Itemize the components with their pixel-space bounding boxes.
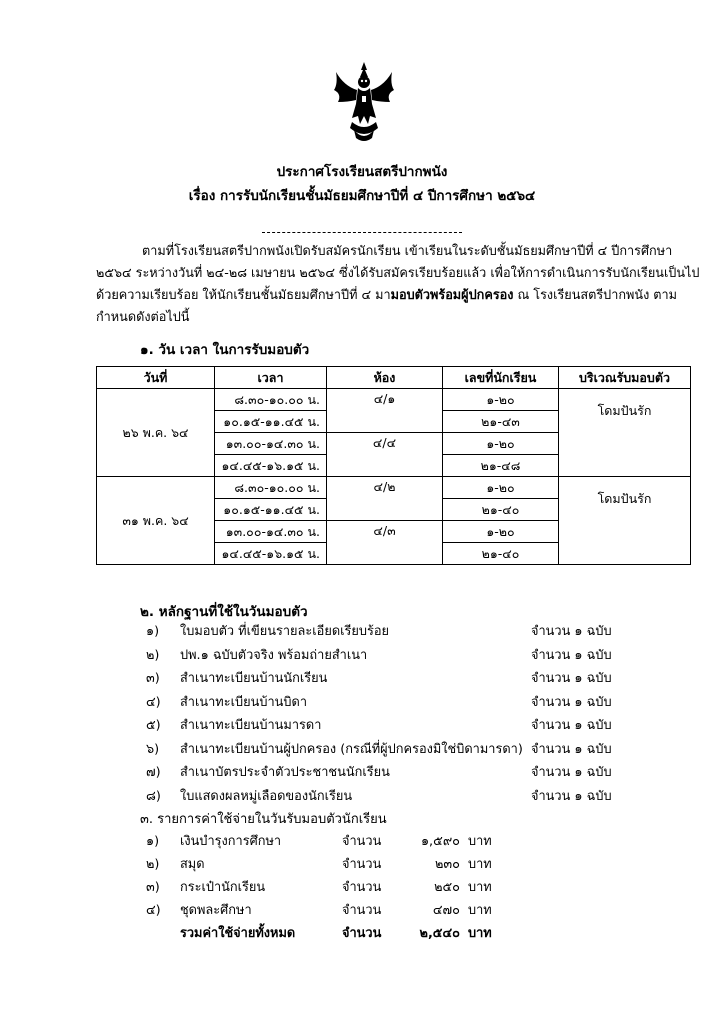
table-row [97, 477, 691, 499]
time-cell: ๑๐.๑๕-๑๑.๔๕ น. [215, 499, 327, 521]
list-item: ๑) ใบมอบตัว ที่เขียนรายละเอียดเรียบร้อย จำนวน ๑ ฉบับ [146, 624, 612, 639]
header-date: วันที่ [97, 367, 215, 389]
number-cell: ๑-๒๐ [443, 389, 559, 411]
date-cell: ๓๑ พ.ค. ๖๔ [97, 477, 215, 565]
time-cell: ๘.๓๐-๑๐.๐๐ น. [215, 389, 327, 411]
divider-line [262, 232, 462, 233]
number-cell: ๒๑-๔๓ [443, 411, 559, 433]
room-cell: ๔/๓ [327, 521, 443, 565]
room-cell: ๔/๒ [327, 477, 443, 521]
list-item: ๗) สำเนาบัตรประจำตัวประชาชนนักเรียน จำนวน ๑ ฉบับ [146, 765, 612, 780]
list-item: ๔) สำเนาทะเบียนบ้านบิดา จำนวน ๑ ฉบับ [146, 694, 612, 710]
number-cell: ๑-๒๐ [443, 521, 559, 543]
time-cell: ๑๔.๔๕-๑๖.๑๕ น. [215, 455, 327, 477]
list-item: ๓) สำเนาทะเบียนบ้านนักเรียน จำนวน ๑ ฉบับ [146, 671, 612, 686]
list-item: ๒) สมุด จำนวน ๒๓๐ บาท [146, 857, 492, 872]
intro-line: ตามที่โรงเรียนสตรีปากพนังเปิดรับสมัครนักเรียน เข้าเรียนในระดับชั้นมัธยมศึกษาปีที่ ๔ ปีการศึกษา [142, 243, 673, 258]
table-header-row [97, 367, 691, 389]
table-row [97, 389, 691, 411]
section2-heading: ๒. หลักฐานที่ใช้ในวันมอบตัว [140, 604, 308, 620]
announcement-subject: เรื่อง การรับนักเรียนชั้นมัธยมศึกษาปีที่ ๔ ปีการศึกษา ๒๕๖๔ [188, 188, 536, 204]
number-cell: ๑-๒๐ [443, 477, 559, 499]
list-item: ๓) กระเป๋านักเรียน จำนวน ๒๕๐ บาท [146, 880, 492, 895]
list-item: ๔) ชุดพละศึกษา จำนวน ๔๗๐ บาท [146, 903, 492, 918]
intro-emphasis: มอบตัวพร้อมผู้ปกครอง [390, 287, 514, 302]
list-item: ๘) ใบแสดงผลหมู่เลือดของนักเรียน จำนวน ๑ ฉบับ [146, 788, 612, 804]
number-cell: ๒๑-๔๐ [443, 543, 559, 565]
costs-list [146, 830, 526, 945]
time-cell: ๑๓.๐๐-๑๔.๓๐ น. [215, 433, 327, 455]
list-item: ๒) ปพ.๑ ฉบับตัวจริง พร้อมถ่ายสำเนา จำนวน ๑ ฉบับ [146, 647, 612, 663]
time-cell: ๑๐.๑๕-๑๑.๔๕ น. [215, 411, 327, 433]
number-cell: ๑-๒๐ [443, 433, 559, 455]
section1-heading: ๑. วัน เวลา ในการรับมอบตัว [140, 342, 310, 358]
time-cell: ๑๓.๐๐-๑๔.๓๐ น. [215, 521, 327, 543]
header-student-number: เลขที่นักเรียน [443, 367, 559, 389]
number-cell: ๒๑-๔๘ [443, 455, 559, 477]
room-cell: ๔/๔ [327, 433, 443, 477]
garuda-emblem-icon [332, 60, 396, 144]
room-cell: ๔/๑ [327, 389, 443, 433]
list-item: ๕) สำเนาทะเบียนบ้านมารดา จำนวน ๑ ฉบับ [146, 718, 612, 733]
total-row: รวมค่าใช้จ่ายทั้งหมด จำนวน ๒,๕๔๐ บาท [180, 926, 492, 941]
time-cell: ๘.๓๐-๑๐.๐๐ น. [215, 477, 327, 499]
announcement-title: ประกาศโรงเรียนสตรีปากพนัง [276, 164, 448, 180]
area-cell: โดมปันรัก [559, 477, 691, 565]
section3-heading: ๓. รายการค่าใช้จ่ายในวันรับมอบตัวนักเรียน [140, 812, 387, 827]
schedule-table [96, 366, 691, 565]
list-item: ๑) เงินบำรุงการศึกษา จำนวน ๑,๕๙๐ บาท [146, 834, 492, 849]
list-item: ๖) สำเนาทะเบียนบ้านผู้ปกครอง (กรณีที่ผู้ปกครองมิใช่บิดามารดา) จำนวน ๑ ฉบับ [146, 741, 612, 757]
number-cell: ๒๑-๔๐ [443, 499, 559, 521]
header-room: ห้อง [327, 367, 443, 389]
header-area: บริเวณรับมอบตัว [559, 367, 691, 389]
time-cell: ๑๔.๔๕-๑๖.๑๕ น. [215, 543, 327, 565]
intro-paragraph [96, 240, 700, 328]
date-cell: ๒๖ พ.ค. ๖๔ [97, 389, 215, 477]
intro-line: กำหนดดังต่อไปนี้ [96, 309, 190, 324]
area-cell: โดมปันรัก [559, 389, 691, 477]
documents-list [146, 620, 666, 808]
intro-line: ๒๕๖๔ ระหว่างวันที่ ๒๔-๒๘ เมษายน ๒๕๖๔ ซึ่งได้รับสมัครเรียบร้อยแล้ว เพื่อให้การดำเนินการรับนักเรียนเป็นไป [96, 265, 700, 280]
header-time: เวลา [215, 367, 327, 389]
intro-line: ด้วยความเรียบร้อย ให้นักเรียนชั้นมัธยมศึกษาปีที่ ๔ มามอบตัวพร้อมผู้ปกครอง ณ โรงเรียนสตรีปากพนัง ตาม [96, 287, 678, 302]
